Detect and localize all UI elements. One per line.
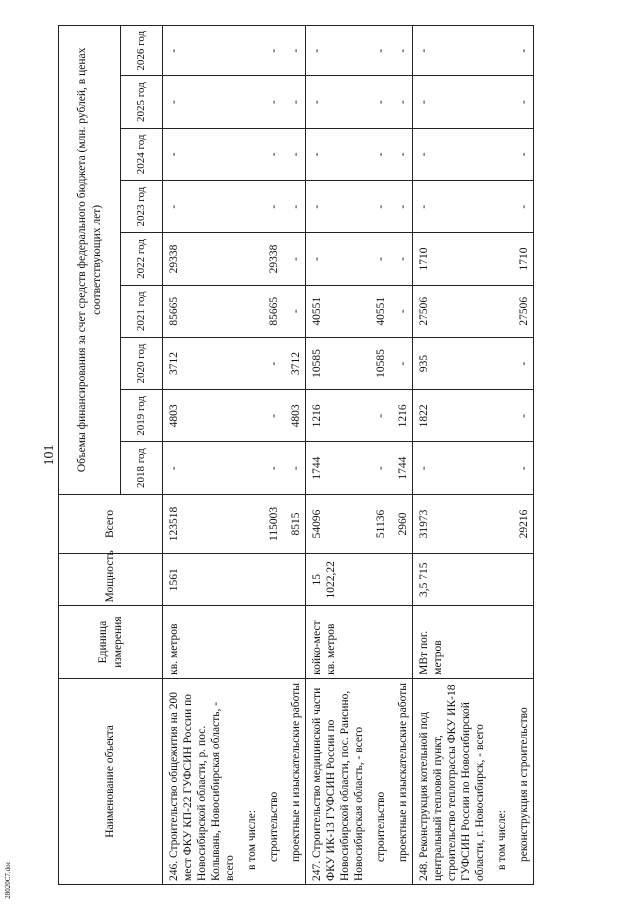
- year-value-cell: [489, 285, 511, 337]
- capacity-cell: 15 1022,22: [306, 554, 369, 606]
- year-value-cell: -: [283, 128, 306, 180]
- table-row: [283, 26, 306, 885]
- total-cell: 29216: [511, 494, 534, 553]
- year-value-cell: -: [413, 128, 490, 180]
- object-name: проектные и изыскательские работы: [390, 678, 413, 884]
- object-name: строительство: [368, 678, 390, 884]
- year-value-cell: -: [511, 128, 534, 180]
- col-header-year: 2022 год: [121, 233, 163, 285]
- year-value-cell: -: [261, 337, 283, 389]
- year-value-cell: [489, 76, 511, 128]
- capacity-cell: [511, 554, 534, 606]
- total-cell: 2960: [390, 494, 413, 553]
- year-value-cell: -: [163, 128, 240, 180]
- year-value-cell: 27506: [413, 285, 490, 337]
- year-value-cell: -: [511, 26, 534, 76]
- year-value-cell: -: [368, 76, 390, 128]
- table-row: [511, 26, 534, 885]
- year-value-cell: -: [163, 26, 240, 76]
- unit-cell: [511, 606, 534, 678]
- year-value-cell: 1744: [306, 442, 369, 494]
- year-value-cell: [489, 442, 511, 494]
- year-value-cell: 1710: [511, 233, 534, 285]
- col-header-year: 2025 год: [121, 76, 163, 128]
- year-value-cell: 3712: [163, 337, 240, 389]
- year-value-cell: -: [306, 26, 369, 76]
- year-value-cell: -: [368, 390, 390, 442]
- table-row: [261, 26, 283, 885]
- year-value-cell: [239, 337, 261, 389]
- year-value-cell: [489, 390, 511, 442]
- year-value-cell: [239, 26, 261, 76]
- table-row: [489, 26, 511, 885]
- total-cell: 54096: [306, 494, 369, 553]
- col-header-year: 2018 год: [121, 442, 163, 494]
- capacity-cell: [489, 554, 511, 606]
- year-value-cell: -: [261, 128, 283, 180]
- col-header-capacity: Мощность: [59, 554, 163, 606]
- total-cell: 8515: [283, 494, 306, 553]
- year-value-cell: -: [511, 76, 534, 128]
- capacity-cell: [261, 554, 283, 606]
- col-header-year: 2021 год: [121, 285, 163, 337]
- object-name: 246. Строительство общежития на 200 мест ФКУ КП-22 ГУФСИН России по Новосибирской области, р. пос. Колывань, Новосибирская область, - всего: [163, 678, 240, 884]
- year-value-cell: -: [413, 442, 490, 494]
- year-value-cell: -: [163, 181, 240, 233]
- year-value-cell: -: [368, 442, 390, 494]
- year-value-cell: [239, 181, 261, 233]
- year-value-cell: [239, 128, 261, 180]
- year-value-cell: 4803: [283, 390, 306, 442]
- col-header-total: Всего: [59, 494, 163, 553]
- col-header-year: 2023 год: [121, 181, 163, 233]
- year-value-cell: -: [261, 390, 283, 442]
- total-cell: 115003: [261, 494, 283, 553]
- year-value-cell: [489, 233, 511, 285]
- year-value-cell: -: [261, 181, 283, 233]
- year-value-cell: -: [511, 442, 534, 494]
- year-value-cell: 1216: [390, 390, 413, 442]
- year-value-cell: -: [283, 76, 306, 128]
- year-value-cell: -: [261, 26, 283, 76]
- col-header-unit: Единица измерения: [59, 606, 163, 678]
- capacity-cell: [283, 554, 306, 606]
- year-value-cell: 4803: [163, 390, 240, 442]
- year-value-cell: -: [511, 337, 534, 389]
- table-row: [413, 26, 490, 885]
- year-value-cell: -: [283, 442, 306, 494]
- unit-cell: [261, 606, 283, 678]
- year-value-cell: 40551: [368, 285, 390, 337]
- year-value-cell: -: [390, 337, 413, 389]
- year-value-cell: 1744: [390, 442, 413, 494]
- year-value-cell: -: [390, 285, 413, 337]
- year-value-cell: [239, 76, 261, 128]
- year-value-cell: -: [390, 233, 413, 285]
- year-value-cell: 85665: [163, 285, 240, 337]
- year-value-cell: -: [390, 76, 413, 128]
- total-cell: 123518: [163, 494, 240, 553]
- year-value-cell: 29338: [261, 233, 283, 285]
- year-value-cell: -: [283, 233, 306, 285]
- capacity-cell: [390, 554, 413, 606]
- year-value-cell: -: [368, 128, 390, 180]
- object-name: в том числе:: [489, 678, 511, 884]
- unit-cell: койко-мест кв. метров: [306, 606, 369, 678]
- total-cell: 51136: [368, 494, 390, 553]
- unit-cell: [283, 606, 306, 678]
- total-cell: 31973: [413, 494, 490, 553]
- year-value-cell: [489, 128, 511, 180]
- unit-cell: [368, 606, 390, 678]
- year-value-cell: -: [511, 390, 534, 442]
- object-name: проектные и изыскательские работы: [283, 678, 306, 884]
- year-value-cell: 3712: [283, 337, 306, 389]
- unit-cell: кв. метров: [163, 606, 240, 678]
- year-value-cell: [239, 442, 261, 494]
- year-value-cell: -: [306, 76, 369, 128]
- year-value-cell: -: [283, 285, 306, 337]
- rotated-table-container: [58, 25, 638, 885]
- year-value-cell: -: [390, 128, 413, 180]
- year-value-cell: 40551: [306, 285, 369, 337]
- year-value-cell: -: [261, 76, 283, 128]
- year-value-cell: 29338: [163, 233, 240, 285]
- col-header-year: 2026 год: [121, 26, 163, 76]
- table-row: [163, 26, 240, 885]
- year-value-cell: [239, 285, 261, 337]
- year-value-cell: -: [368, 181, 390, 233]
- year-value-cell: -: [306, 233, 369, 285]
- capacity-cell: 1561: [163, 554, 240, 606]
- col-header-funding: Объемы финансирования за счет средств федерального бюджета (млн. рублей, в ценах соответствующих лет): [59, 26, 121, 495]
- year-value-cell: -: [413, 76, 490, 128]
- year-value-cell: [239, 390, 261, 442]
- footer-document-code: 28020C7.doc: [4, 861, 12, 899]
- year-value-cell: -: [306, 128, 369, 180]
- table-row: [239, 26, 261, 885]
- year-value-cell: -: [390, 181, 413, 233]
- year-value-cell: 85665: [261, 285, 283, 337]
- year-value-cell: 935: [413, 337, 490, 389]
- year-value-cell: 27506: [511, 285, 534, 337]
- year-value-cell: 1216: [306, 390, 369, 442]
- table-row: [306, 26, 369, 885]
- year-value-cell: -: [306, 181, 369, 233]
- year-value-cell: 10585: [368, 337, 390, 389]
- year-value-cell: -: [390, 26, 413, 76]
- funding-table: [58, 25, 534, 885]
- unit-cell: [489, 606, 511, 678]
- table-row: [390, 26, 413, 885]
- unit-cell: [390, 606, 413, 678]
- capacity-cell: [239, 554, 261, 606]
- year-value-cell: -: [283, 181, 306, 233]
- total-cell: [239, 494, 261, 553]
- col-header-year: 2024 год: [121, 128, 163, 180]
- unit-cell: [239, 606, 261, 678]
- year-value-cell: 1710: [413, 233, 490, 285]
- year-value-cell: -: [413, 181, 490, 233]
- year-value-cell: 10585: [306, 337, 369, 389]
- year-value-cell: 1822: [413, 390, 490, 442]
- object-name: 248. Реконструкция котельной под центральный тепловой пункт, строительство теплотрассы ФКУ ИК-18 ГУФСИН России по Новосибирской области, г. Новосибирск, - всего: [413, 678, 490, 884]
- year-value-cell: [489, 26, 511, 76]
- year-value-cell: -: [163, 76, 240, 128]
- year-value-cell: -: [261, 442, 283, 494]
- year-value-cell: -: [163, 442, 240, 494]
- object-name: строительство: [261, 678, 283, 884]
- year-value-cell: [489, 181, 511, 233]
- capacity-cell: 3,5 715: [413, 554, 490, 606]
- object-name: в том числе:: [239, 678, 261, 884]
- year-value-cell: -: [283, 26, 306, 76]
- year-value-cell: -: [368, 26, 390, 76]
- year-value-cell: [239, 233, 261, 285]
- unit-cell: МВт пог. метров: [413, 606, 490, 678]
- col-header-year: 2020 год: [121, 337, 163, 389]
- year-value-cell: [489, 337, 511, 389]
- object-name: реконструкция и строительство: [511, 678, 534, 884]
- col-header-name: Наименование объекта: [59, 678, 163, 884]
- year-value-cell: -: [511, 181, 534, 233]
- year-value-cell: -: [413, 26, 490, 76]
- table-row: [368, 26, 390, 885]
- year-value-cell: -: [368, 233, 390, 285]
- col-header-year: 2019 год: [121, 390, 163, 442]
- object-name: 247. Строительство медицинской части ФКУ ИК-13 ГУФСИН России по Новосибирской области, пос. Раисино, Новосибирская область, - всего: [306, 678, 369, 884]
- page-number: 101: [42, 444, 57, 466]
- capacity-cell: [368, 554, 390, 606]
- total-cell: [489, 494, 511, 553]
